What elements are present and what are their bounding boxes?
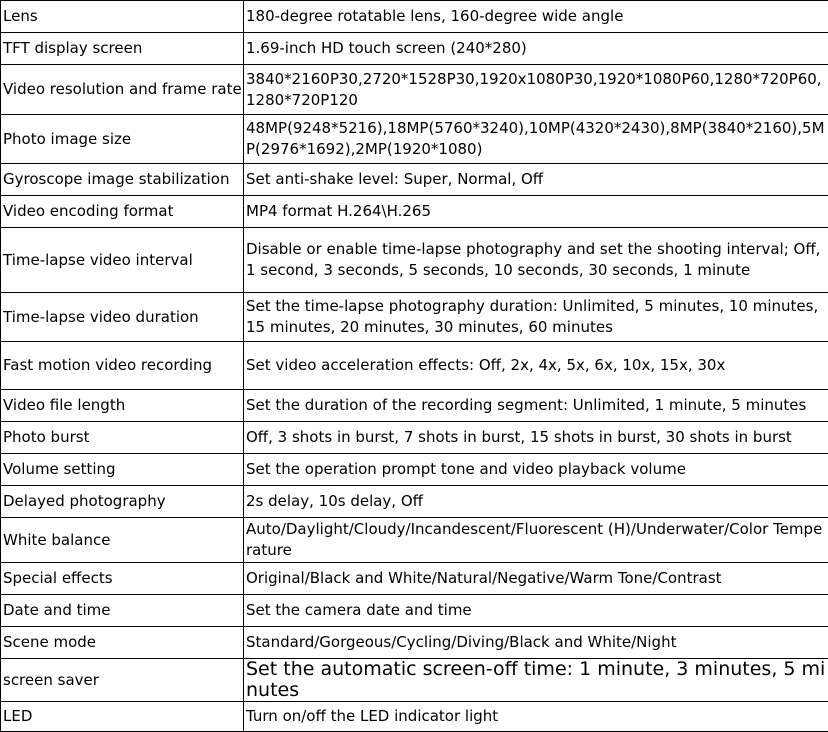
spec-value: Set the camera date and time <box>244 595 828 627</box>
table-row <box>1 342 828 390</box>
spec-label: TFT display screen <box>1 33 244 65</box>
spec-label: Gyroscope image stabilization <box>1 164 244 196</box>
table-row <box>1 65 828 115</box>
spec-value: Set the duration of the recording segment: Unlimited, 1 minute, 5 minutes <box>244 390 828 422</box>
spec-label: Fast motion video recording <box>1 342 244 390</box>
spec-label: Special effects <box>1 563 244 595</box>
spec-label: screen saver <box>1 659 244 702</box>
spec-value: Set anti-shake level: Super, Normal, Off <box>244 164 828 196</box>
spec-value: Standard/Gorgeous/Cycling/Diving/Black and White/Night <box>244 627 828 659</box>
table-row <box>1 454 828 486</box>
spec-value: 3840*2160P30,2720*1528P30,1920x1080P30,1920*1080P60,1280*720P60,1280*720P120 <box>244 65 828 115</box>
table-row <box>1 228 828 293</box>
table-row <box>1 390 828 422</box>
spec-label: Delayed photography <box>1 486 244 518</box>
table-row <box>1 486 828 518</box>
spec-value: Auto/Daylight/Cloudy/Incandescent/Fluorescent (H)/Underwater/Color Temperature <box>244 518 828 563</box>
table-row <box>1 563 828 595</box>
table-row <box>1 627 828 659</box>
spec-label: Photo image size <box>1 115 244 164</box>
table-row <box>1 115 828 164</box>
spec-label: Scene mode <box>1 627 244 659</box>
spec-label: Lens <box>1 1 244 33</box>
spec-value: 180-degree rotatable lens, 160-degree wide angle <box>244 1 828 33</box>
table-row <box>1 1 828 33</box>
table-row <box>1 659 828 702</box>
spec-value: Set the automatic screen-off time: 1 minute, 3 minutes, 5 minutes <box>244 659 828 702</box>
table-row <box>1 196 828 228</box>
table-row <box>1 33 828 65</box>
spec-label: Photo burst <box>1 422 244 454</box>
table-row <box>1 518 828 563</box>
spec-value: Original/Black and White/Natural/Negative/Warm Tone/Contrast <box>244 563 828 595</box>
spec-label: Video resolution and frame rate <box>1 65 244 115</box>
spec-value: Set the operation prompt tone and video playback volume <box>244 454 828 486</box>
spec-label: Time-lapse video duration <box>1 293 244 342</box>
spec-label: Time-lapse video interval <box>1 228 244 293</box>
spec-label: Video encoding format <box>1 196 244 228</box>
spec-value: 2s delay, 10s delay, Off <box>244 486 828 518</box>
spec-label: Video file length <box>1 390 244 422</box>
spec-label: Date and time <box>1 595 244 627</box>
spec-value: MP4 format H.264\H.265 <box>244 196 828 228</box>
spec-value: Off, 3 shots in burst, 7 shots in burst, 15 shots in burst, 30 shots in burst <box>244 422 828 454</box>
spec-label: White balance <box>1 518 244 563</box>
table-row <box>1 595 828 627</box>
spec-value: Set video acceleration effects: Off, 2x, 4x, 5x, 6x, 10x, 15x, 30x <box>244 342 828 390</box>
spec-value: 48MP(9248*5216),18MP(5760*3240),10MP(4320*2430),8MP(3840*2160),5MP(2976*1692),2MP(1920*1080) <box>244 115 828 164</box>
spec-label: LED <box>1 702 244 732</box>
spec-value: Set the time-lapse photography duration: Unlimited, 5 minutes, 10 minutes, 15 minutes, 20 minutes, 30 minutes, 60 minutes <box>244 293 828 342</box>
spec-value: Turn on/off the LED indicator light <box>244 702 828 732</box>
table-row <box>1 422 828 454</box>
spec-value: Disable or enable time-lapse photography and set the shooting interval; Off, 1 second, 3 seconds, 5 seconds, 10 seconds, 30 seconds, 1 minute <box>244 228 828 293</box>
spec-value: 1.69-inch HD touch screen (240*280) <box>244 33 828 65</box>
spec-label: Volume setting <box>1 454 244 486</box>
table-row <box>1 164 828 196</box>
table-row <box>1 702 828 732</box>
table-row <box>1 293 828 342</box>
